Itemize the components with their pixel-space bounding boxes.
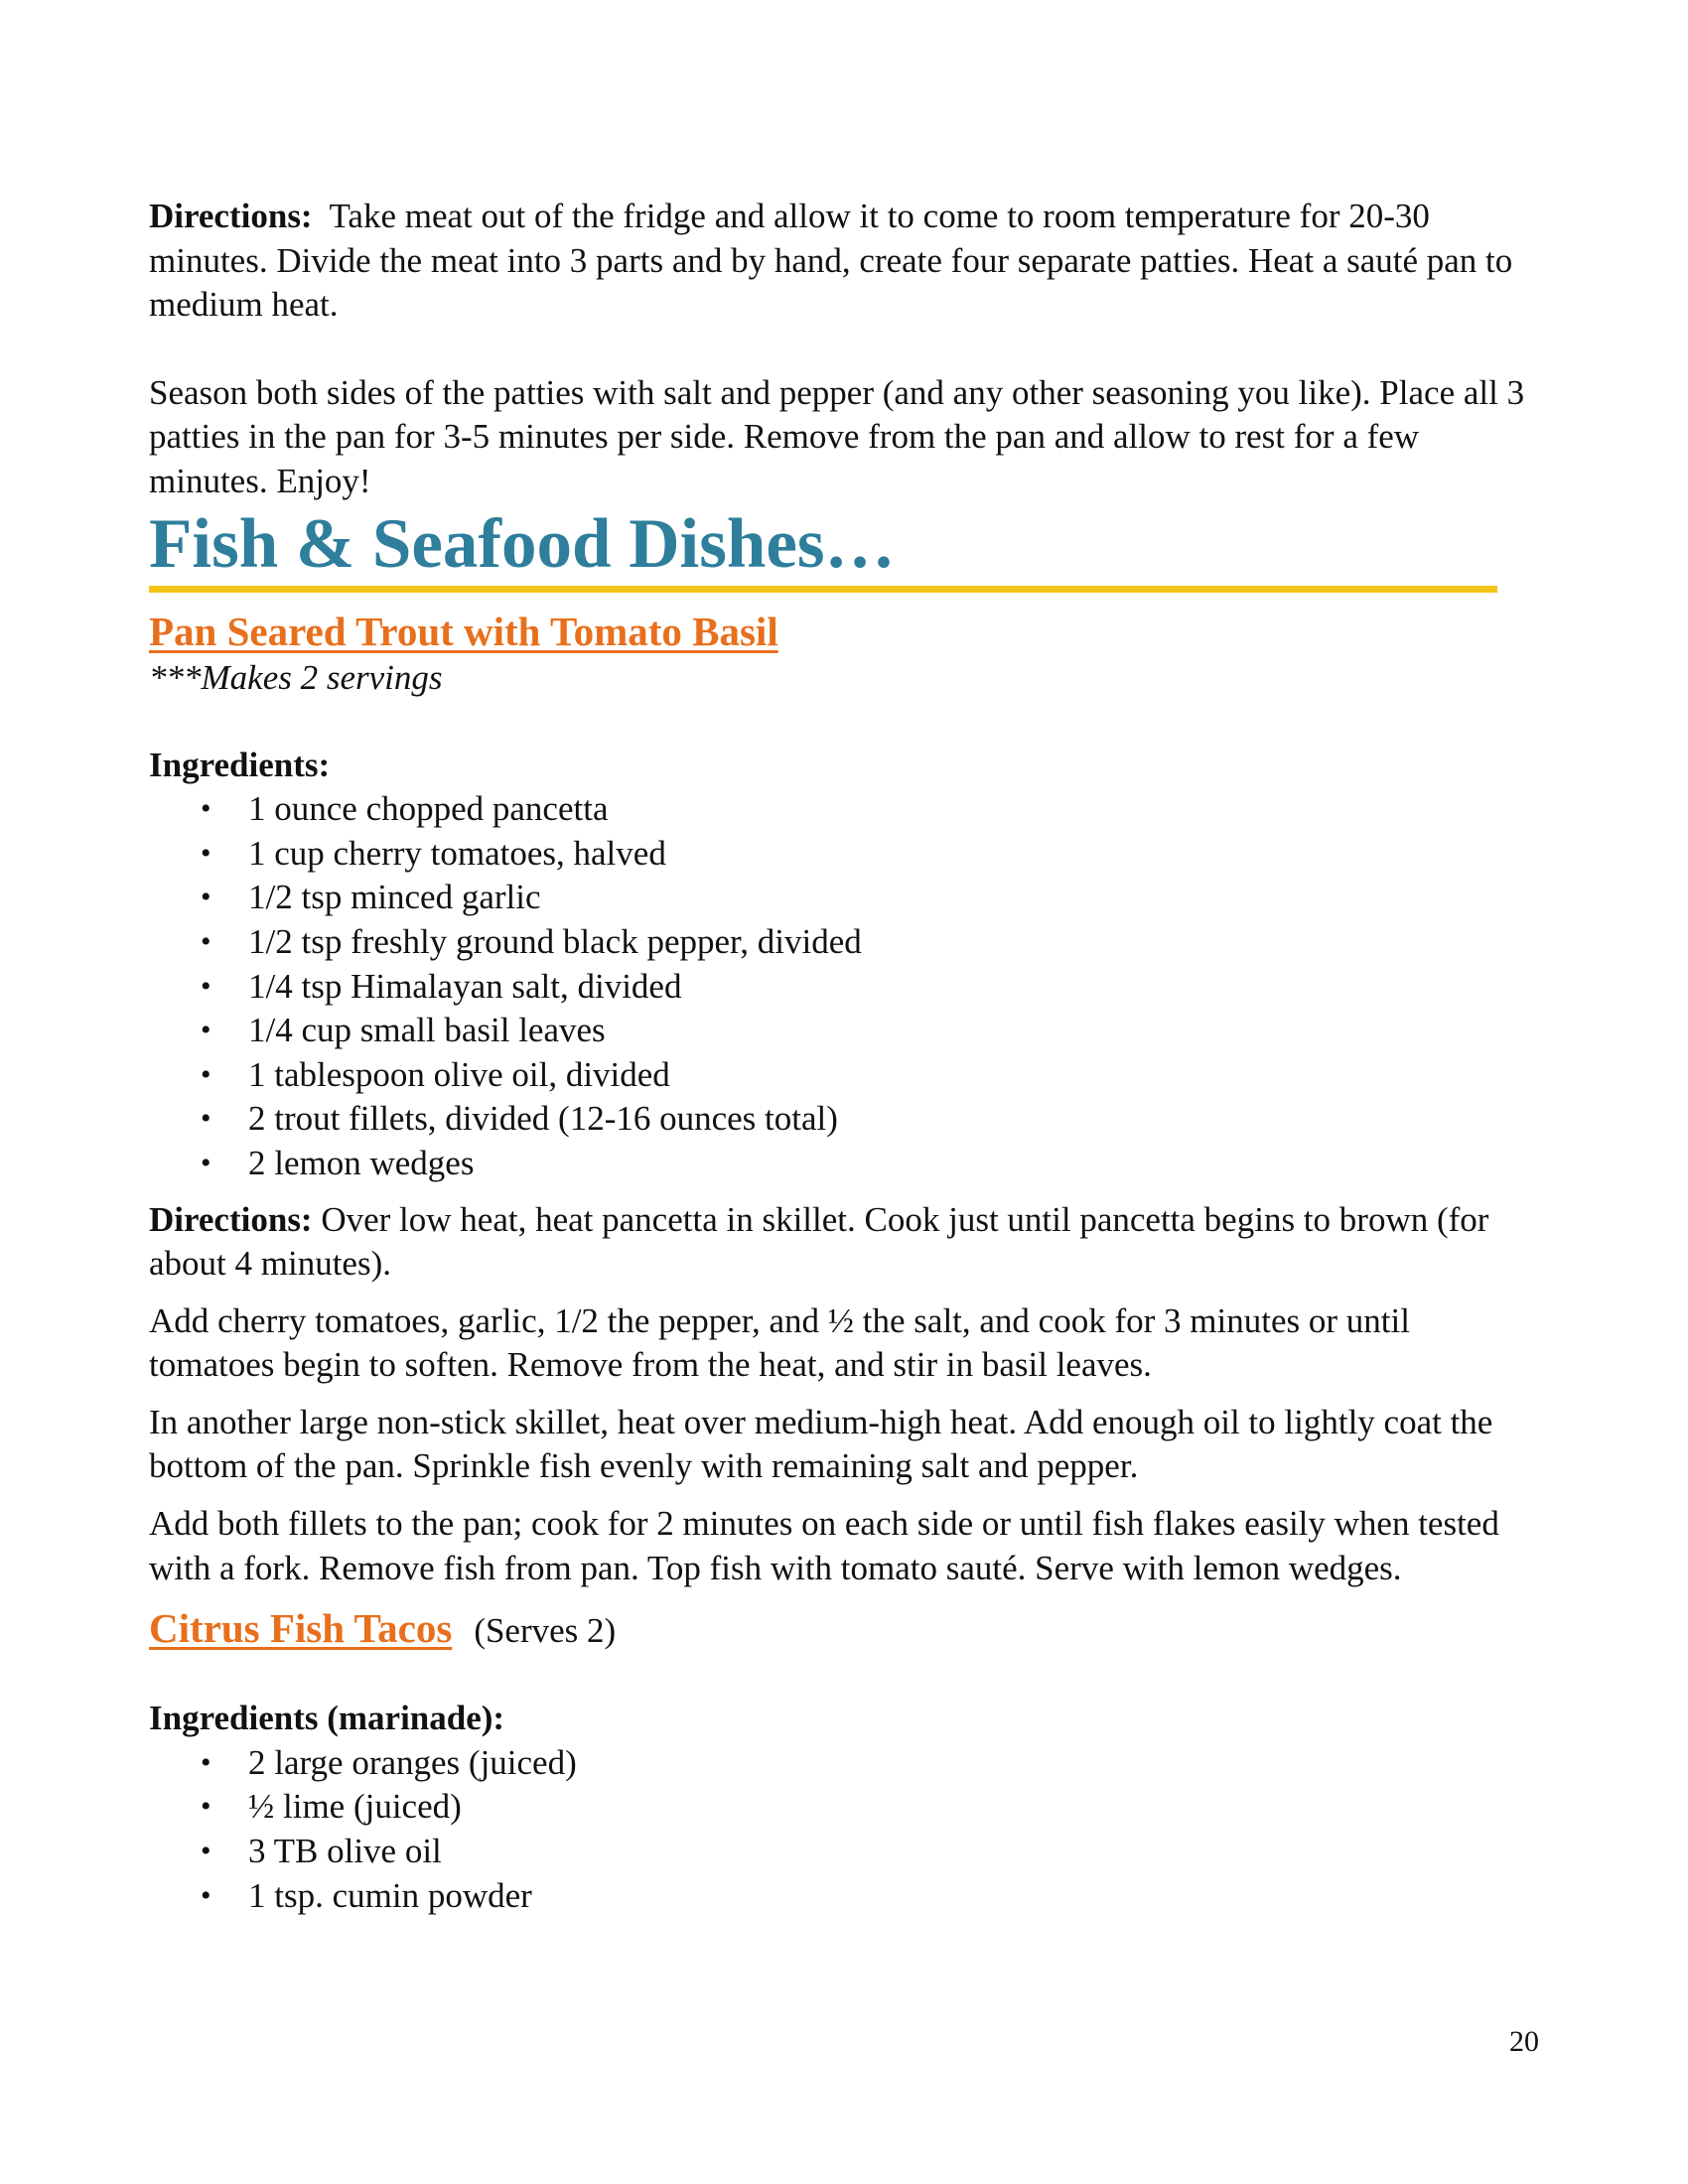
bullet-icon: • (201, 792, 211, 826)
bullet-icon: • (201, 1014, 211, 1047)
bullet-icon: • (201, 1878, 211, 1912)
list-item: • 1/4 tsp Himalayan salt, divided (149, 965, 1539, 1010)
recipe-title-tacos: Citrus Fish Tacos (149, 1605, 453, 1652)
top-directions-paragraph (149, 195, 1539, 328)
bullet-icon: • (201, 1102, 211, 1136)
list-item: • 1 tsp. cumin powder (149, 1874, 1539, 1919)
directions-label: Directions: (149, 1199, 313, 1239)
section-title: Fish & Seafood Dishes… (149, 504, 896, 583)
directions-paragraph: Add cherry tomatoes, garlic, 1/2 the pepper, and ½ the salt, and cook for 3 minutes or until tomatoes begin to soften. Remove from the heat, and stir in basil leaves. (149, 1300, 1410, 1385)
bullet-icon: • (201, 881, 211, 914)
recipe-servings: ***Makes 2 servings (149, 657, 443, 697)
ingredients-list-trout (149, 787, 1539, 1185)
bullet-icon: • (201, 924, 211, 958)
section-title-rule (149, 586, 1497, 593)
list-item: • 2 lemon wedges (149, 1142, 1539, 1186)
directions-paragraph: Directions: Over low heat, heat pancetta in skillet. Cook just until pancetta begins to brown (for about 4 minutes). (149, 1199, 1489, 1284)
list-item: • 1 tablespoon olive oil, divided (149, 1053, 1539, 1098)
recipe-title-trout: Pan Seared Trout with Tomato Basil (149, 608, 778, 654)
list-item: • 1/2 tsp minced garlic (149, 876, 1539, 920)
directions-paragraph: Add both fillets to the pan; cook for 2 minutes on each side or until fish flakes easily when tested with a fork. Remove fish from pan. Top fish with tomato sauté. Serve with lemon wedges. (149, 1504, 1499, 1587)
directions-label: Directions: (149, 197, 313, 235)
ingredients-label: Ingredients: (149, 745, 331, 784)
list-item: • 1/2 tsp freshly ground black pepper, divided (149, 920, 1539, 965)
ingredients-marinade-label: Ingredients (marinade): (149, 1699, 505, 1738)
ingredients-list-tacos (149, 1741, 1539, 1918)
page-number: 20 (1509, 2025, 1539, 2058)
list-item: • ½ lime (juiced) (149, 1785, 1539, 1830)
bullet-icon: • (201, 1790, 211, 1824)
list-item: • 2 large oranges (juiced) (149, 1741, 1539, 1786)
directions-trout (149, 1198, 1539, 1591)
bullet-icon: • (201, 1835, 211, 1868)
list-item: • 1/4 cup small basil leaves (149, 1009, 1539, 1053)
recipe-serves: (Serves 2) (474, 1611, 617, 1651)
top-directions-paragraph-2: Season both sides of the patties with salt and pepper (and any other seasoning you like). Place all 3 patties in the pan for 3-5 minutes per side. Remove from the pan and allow to rest for a few minutes. Enjoy! (149, 372, 1525, 500)
list-item: • 1 ounce chopped pancetta (149, 787, 1539, 832)
list-item: • 2 trout fillets, divided (12-16 ounces total) (149, 1097, 1539, 1142)
bullet-icon: • (201, 836, 211, 870)
bullet-icon: • (201, 1146, 211, 1179)
page-content (149, 195, 1539, 1918)
bullet-icon: • (201, 1057, 211, 1091)
recipe-header-tacos (149, 1603, 1539, 1653)
directions-paragraph: In another large non-stick skillet, heat over medium-high heat. Add enough oil to lightly coat the bottom of the pan. Sprinkle fish evenly with remaining salt and pepper. (149, 1402, 1493, 1486)
bullet-icon: • (201, 969, 211, 1003)
bullet-icon: • (201, 1745, 211, 1779)
directions-text: Take meat out of the fridge and allow it to come to room temperature for 20-30 minutes. Divide the meat into 3 parts and by hand, create four separate patties. Heat a sauté pan to medium heat. (149, 197, 1513, 325)
list-item: • 1 cup cherry tomatoes, halved (149, 832, 1539, 877)
list-item: • 3 TB olive oil (149, 1830, 1539, 1874)
